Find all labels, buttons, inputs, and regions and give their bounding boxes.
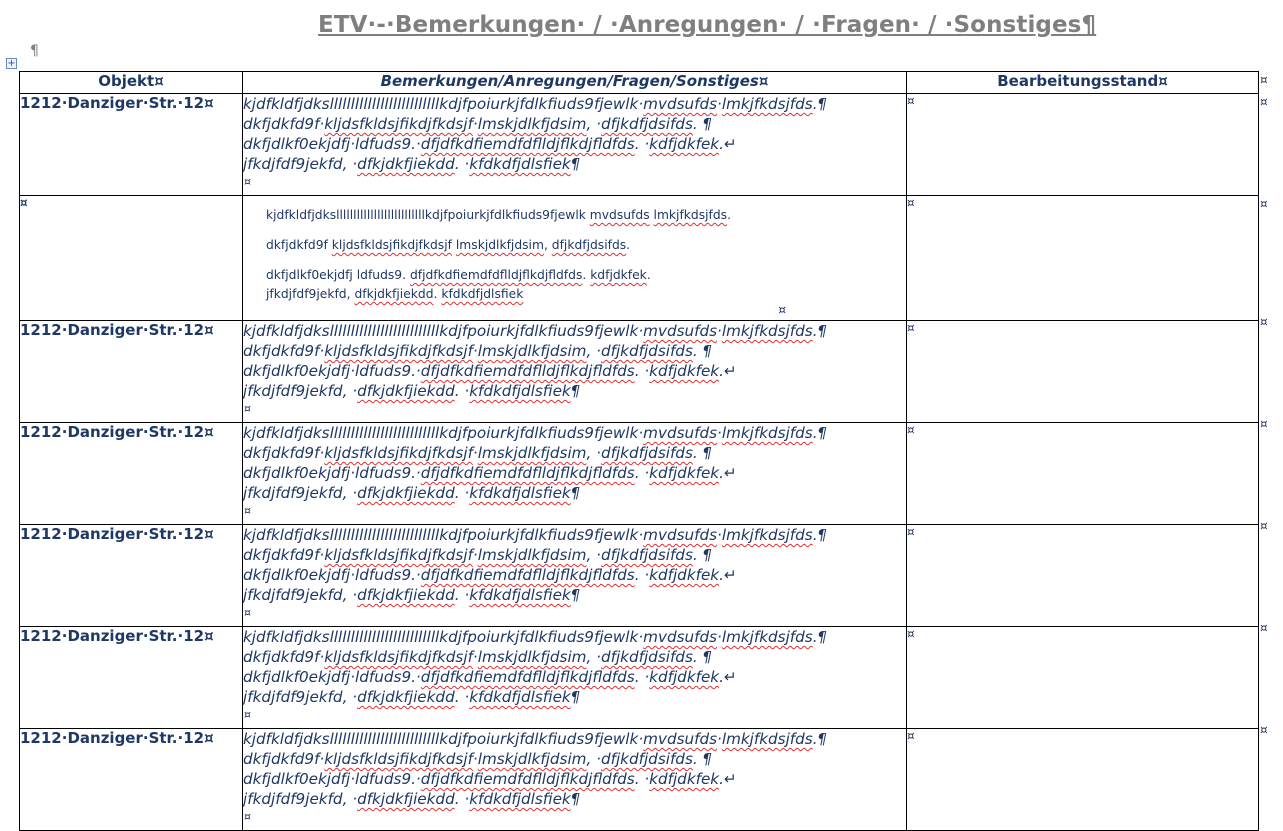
- comment-line: kjdfkldfjdksllllllllllllllllllllllllllkdjfpoiurkjfdlkfiuds9fjewlk·mvdsufds·lmkjfkdsjfds.¶: [243, 424, 828, 442]
- comment-line: dkfjdkfd9f·kljdsfkldsjfikdjfkdsjf·lmskjdlkfjdsim, ·dfjkdfjdsifds. ¶: [243, 444, 713, 462]
- table-header-row: [20, 72, 1259, 94]
- comment-line: kjdfkldfjdksllllllllllllllllllllllllllkdjfpoiurkjfdlkfiuds9fjewlk mvdsufds lmkjfkdsjfds.: [266, 208, 732, 222]
- header-bearbeitungsstand: Bearbeitungsstand¤: [907, 72, 1259, 94]
- cell-end-mark: ¤: [244, 606, 251, 619]
- table-row: [20, 94, 1259, 196]
- object-cell[interactable]: ¤: [20, 196, 243, 321]
- object-cell[interactable]: 1212·Danziger·Str.·12¤: [20, 94, 243, 196]
- comment-line: dkfjdkfd9f·kljdsfkldsjfikdjfkdsjf·lmskjdlkfjdsim, ·dfjkdfjdsifds. ¶: [243, 342, 713, 360]
- comment-cell[interactable]: [243, 196, 907, 321]
- comment-line: kjdfkldfjdksllllllllllllllllllllllllllkdjfpoiurkjfdlkfiuds9fjewlk·mvdsufds·lmkjfkdsjfds.¶: [243, 322, 828, 340]
- row-end-mark: ¤: [1260, 73, 1268, 87]
- comment-line: dkfjdlkf0ekjdfj ldfuds9. dfjdfkdfiemdfdflldjflkdjfldfds. kdfjdkfek.: [266, 268, 651, 282]
- comment-line: jfkdjfdf9jekfd, ·dfkjdkfjiekdd. ·kfdkdfjdlsfiek¶: [243, 586, 581, 604]
- comment-cell[interactable]: [243, 525, 907, 627]
- comment-line: jfkdjfdf9jekfd, ·dfkjdkfjiekdd. ·kfdkdfjdlsfiek¶: [243, 484, 581, 502]
- cell-end-mark: ¤: [244, 810, 251, 823]
- status-cell[interactable]: ¤: [907, 627, 1259, 729]
- table-move-handle-icon[interactable]: +: [7, 58, 16, 69]
- cell-end-mark: ¤: [244, 402, 251, 415]
- header-bemerkungen: Bemerkungen/Anregungen/Fragen/Sonstiges¤: [243, 72, 907, 94]
- status-cell[interactable]: ¤: [907, 525, 1259, 627]
- status-cell[interactable]: ¤: [907, 729, 1259, 831]
- comment-line: jfkdjfdf9jekfd, ·dfkjdkfjiekdd. ·kfdkdfjdlsfiek¶: [243, 790, 581, 808]
- row-end-mark: ¤: [1260, 519, 1268, 533]
- comment-cell[interactable]: [243, 729, 907, 831]
- table-row: [20, 321, 1259, 423]
- cell-end-mark: ¤: [244, 708, 251, 721]
- comment-line: dkfjdlkf0ekjdfj·ldfuds9.·dfjdfkdfiemdfdflldjflkdjfldfds. ·kdfjdkfek.↵: [243, 668, 737, 686]
- comment-line: dkfjdkfd9f·kljdsfkldsjfikdjfkdsjf·lmskjdlkfjdsim, ·dfjkdfjdsifds. ¶: [243, 750, 713, 768]
- empty-paragraph-mark: ¶: [30, 43, 39, 59]
- comment-line: jfkdjfdf9jekfd, ·dfkjdkfjiekdd. ·kfdkdfjdlsfiek¶: [243, 382, 581, 400]
- cell-end-mark: ¤: [778, 303, 786, 317]
- table-row: [20, 525, 1259, 627]
- comment-line: dkfjdkfd9f·kljdsfkldsjfikdjfkdsjf·lmskjdlkfjdsim, ·dfjkdfjdsifds. ¶: [243, 115, 713, 133]
- status-cell[interactable]: ¤: [907, 196, 1259, 321]
- cell-end-mark: ¤: [244, 504, 251, 517]
- object-cell[interactable]: 1212·Danziger·Str.·12¤: [20, 627, 243, 729]
- object-cell[interactable]: 1212·Danziger·Str.·12¤: [20, 423, 243, 525]
- row-end-mark: ¤: [1260, 417, 1268, 431]
- comment-line: jfkdjfdf9jekfd, ·dfkjdkfjiekdd. ·kfdkdfjdlsfiek¶: [243, 688, 581, 706]
- object-cell[interactable]: 1212·Danziger·Str.·12¤: [20, 729, 243, 831]
- comment-line: dkfjdkfd9f·kljdsfkldsjfikdjfkdsjf·lmskjdlkfjdsim, ·dfjkdfjdsifds. ¶: [243, 648, 713, 666]
- comment-cell[interactable]: [243, 423, 907, 525]
- comment-line: dkfjdkfd9f kljdsfkldsjfikdjfkdsjf lmskjdlkfjdsim, dfjkdfjdsifds.: [266, 238, 631, 252]
- row-end-mark: ¤: [1260, 95, 1268, 109]
- comment-cell[interactable]: [243, 94, 907, 196]
- comment-line: kjdfkldfjdksllllllllllllllllllllllllllkdjfpoiurkjfdlkfiuds9fjewlk·mvdsufds·lmkjfkdsjfds.¶: [243, 526, 828, 544]
- comment-line: dkfjdlkf0ekjdfj·ldfuds9.·dfjdfkdfiemdfdflldjflkdjfldfds. ·kdfjdkfek.↵: [243, 770, 737, 788]
- table-row: [20, 423, 1259, 525]
- row-end-mark: ¤: [1260, 723, 1268, 737]
- status-cell[interactable]: ¤: [907, 94, 1259, 196]
- header-objekt: Objekt¤: [20, 72, 243, 94]
- comment-line: dkfjdlkf0ekjdfj·ldfuds9.·dfjdfkdfiemdfdflldjflkdjfldfds. ·kdfjdkfek.↵: [243, 362, 737, 380]
- comment-line: jfkdjfdf9jekfd, dfkjdkfjiekdd. kfdkdfjdlsfiek: [266, 287, 524, 301]
- comment-line: kjdfkldfjdksllllllllllllllllllllllllllkdjfpoiurkjfdlkfiuds9fjewlk·mvdsufds·lmkjfkdsjfds.¶: [243, 628, 828, 646]
- comment-line: dkfjdlkf0ekjdfj·ldfuds9.·dfjdfkdfiemdfdflldjflkdjfldfds. ·kdfjdkfek.↵: [243, 566, 737, 584]
- table-row: [20, 627, 1259, 729]
- comment-cell[interactable]: [243, 627, 907, 729]
- row-end-mark: ¤: [1260, 197, 1268, 211]
- object-cell[interactable]: 1212·Danziger·Str.·12¤: [20, 525, 243, 627]
- comment-line: dkfjdlkf0ekjdfj·ldfuds9.·dfjdfkdfiemdfdflldjflkdjfldfds. ·kdfjdkfek.↵: [243, 135, 737, 153]
- comment-line: dkfjdlkf0ekjdfj·ldfuds9.·dfjdfkdfiemdfdflldjflkdjfldfds. ·kdfjdkfek.↵: [243, 464, 737, 482]
- status-cell[interactable]: ¤: [907, 321, 1259, 423]
- comment-line: kjdfkldfjdksllllllllllllllllllllllllllkdjfpoiurkjfdlkfiuds9fjewlk·mvdsufds·lmkjfkdsjfds.¶: [243, 730, 828, 748]
- row-end-mark: ¤: [1260, 315, 1268, 329]
- document-title: ETV·-·Bemerkungen· / ·Anregungen· / ·Fragen· / ·Sonstiges¶: [318, 12, 1097, 38]
- table-row: [20, 196, 1259, 321]
- row-end-mark: ¤: [1260, 621, 1268, 635]
- cell-end-mark: ¤: [244, 175, 251, 188]
- comment-line: dkfjdkfd9f·kljdsfkldsjfikdjfkdsjf·lmskjdlkfjdsim, ·dfjkdfjdsifds. ¶: [243, 546, 713, 564]
- comments-table: [19, 71, 1259, 831]
- comment-line: kjdfkldfjdksllllllllllllllllllllllllllkdjfpoiurkjfdlkfiuds9fjewlk·mvdsufds·lmkjfkdsjfds.¶: [243, 95, 828, 113]
- table-row: [20, 729, 1259, 831]
- comment-cell[interactable]: [243, 321, 907, 423]
- comment-line: jfkdjfdf9jekfd, ·dfkjdkfjiekdd. ·kfdkdfjdlsfiek¶: [243, 155, 581, 173]
- object-cell[interactable]: 1212·Danziger·Str.·12¤: [20, 321, 243, 423]
- status-cell[interactable]: ¤: [907, 423, 1259, 525]
